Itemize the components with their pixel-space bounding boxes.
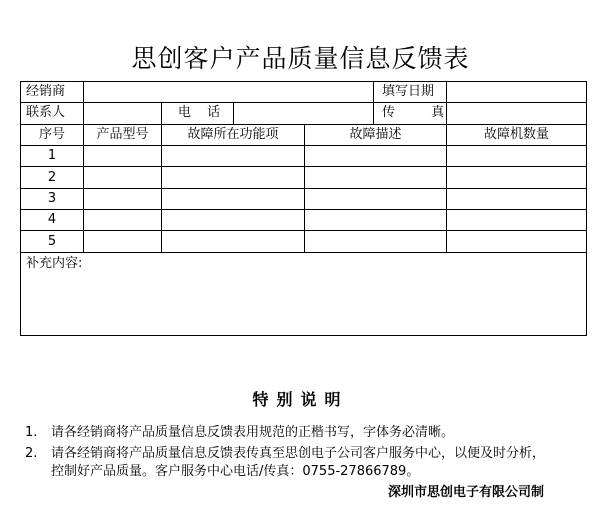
note-number: 1.: [25, 425, 38, 440]
col-header-quantity: 故障机数量: [483, 127, 549, 142]
row-number: 3: [47, 191, 57, 206]
note-continuation: 控制好产品质量。客户服务中心电话/传真：0755-27866789。: [51, 464, 420, 479]
row-number: 1: [47, 148, 57, 163]
row-number: 5: [47, 234, 57, 249]
form-title: 思创客户产品质量信息反馈表: [131, 44, 470, 73]
fax-field[interactable]: [447, 103, 586, 124]
notes-title: 特别说明: [252, 390, 349, 409]
col-header-index: 序号: [38, 127, 65, 142]
note-number: 2.: [25, 446, 38, 461]
fill-date-label: 填写日期: [382, 84, 435, 99]
col-header-description: 故障描述: [349, 127, 402, 142]
supplement-field[interactable]: [21, 253, 586, 335]
contact-label: 联系人: [26, 105, 66, 120]
dealer-field[interactable]: [84, 82, 373, 102]
company-name: 深圳市思创电子有限公司制: [388, 485, 545, 500]
row-number: 2: [47, 170, 57, 185]
supplement-label: 补充内容:: [26, 256, 83, 271]
note-item: [25, 445, 545, 463]
fax-label: 传 真: [382, 105, 461, 120]
row-number: 4: [47, 212, 57, 227]
dealer-label: 经销商: [26, 84, 66, 99]
note-text: 请各经销商将产品质量信息反馈表用规范的正楷书写，字体务必清晰。: [51, 425, 455, 440]
col-header-model: 产品型号: [96, 127, 149, 142]
col-header-function: 故障所在功能项: [187, 127, 279, 142]
note-item: [25, 424, 454, 442]
phone-label: 电 话: [178, 105, 227, 120]
note-text: 请各经销商将产品质量信息反馈表传真至思创电子公司客户服务中心，以便及时分析，: [51, 446, 546, 461]
fill-date-field[interactable]: [447, 82, 586, 102]
phone-field[interactable]: [234, 103, 373, 124]
contact-field[interactable]: [84, 103, 161, 124]
